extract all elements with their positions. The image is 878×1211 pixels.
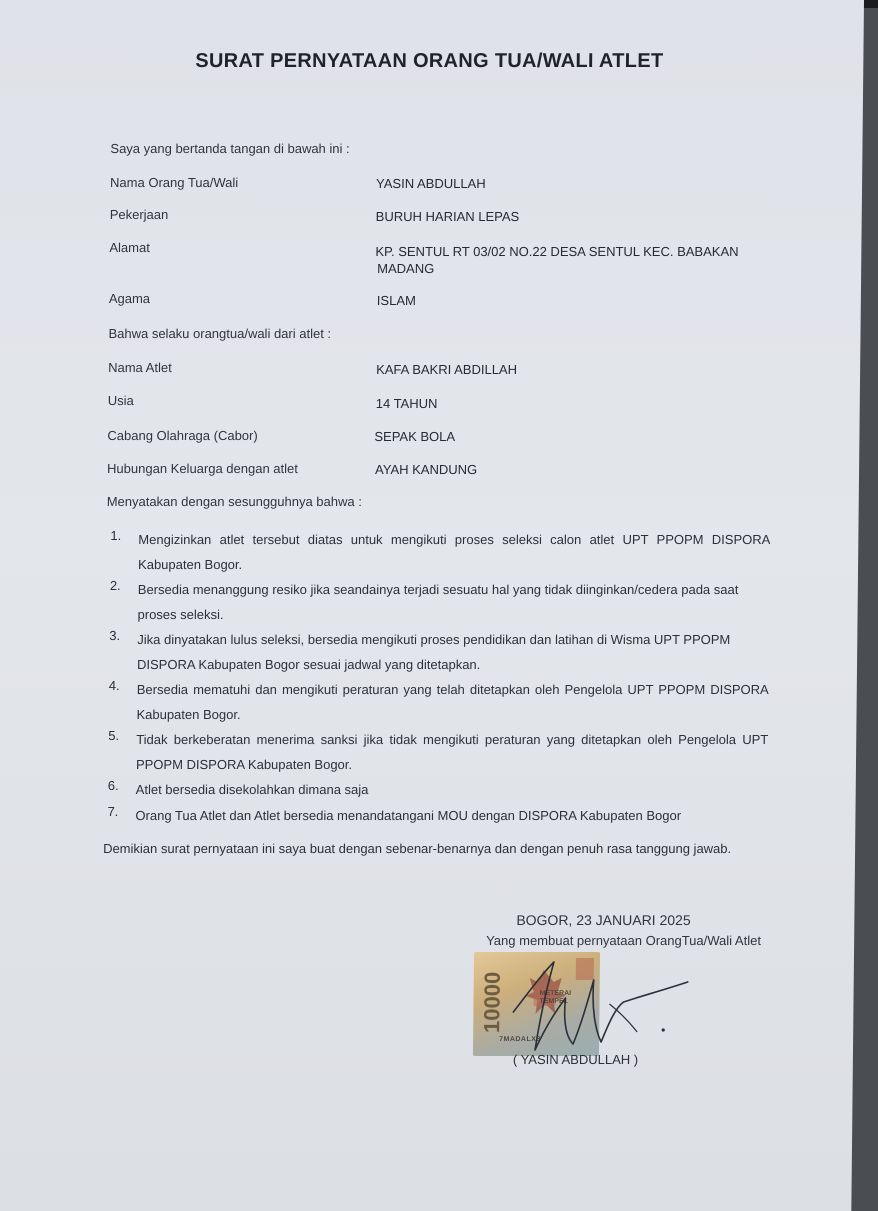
field-value-occupation: BURUH HARIAN LEPAS (375, 209, 520, 224)
list-item-text: Tidak berkeberatan menerima sanksi jika tidak mengikuti peraturan yang ditetapkan oleh Pengelola UPT PPOPM DISPORA Kabupaten Bogor. (135, 732, 769, 772)
list-item-number: 4. (108, 678, 120, 693)
signer-name: ( YASIN ABDULLAH ) (512, 1052, 639, 1067)
list-item-number: 2. (109, 578, 121, 593)
list-item (108, 778, 768, 803)
stamp-text: METERAI TEMPEL (539, 990, 572, 1005)
list-item (110, 528, 771, 577)
closing-paragraph: Demikian surat pernyataan ini saya buat dengan sebenar-benarnya dan dengan penuh rasa tanggung jawab. (103, 841, 732, 856)
list-item (107, 804, 767, 829)
list-item-number: 5. (108, 728, 120, 743)
field-value-athlete-name: KAFA BAKRI ABDILLAH (376, 362, 518, 377)
field-value-sport: SEPAK BOLA (374, 429, 456, 444)
list-item (108, 728, 769, 777)
document-title: SURAT PERNYATAAN ORANG TUA/WALI ATLET (195, 50, 664, 72)
list-item-number: 7. (107, 803, 119, 819)
field-label-age: Usia (107, 393, 134, 408)
list-item-number: 6. (107, 778, 119, 793)
field-value-address-line2: MADANG (377, 261, 435, 276)
list-item-text: Orang Tua Atlet dan Atlet bersedia menandatangani MOU dengan DISPORA Kabupaten Bogor (135, 807, 682, 823)
field-value-parent-name: YASIN ABDULLAH (375, 176, 486, 191)
list-item (109, 628, 770, 677)
list-item-text: Mengizinkan atlet tersebut diatas untuk mengikuti proses seleksi calon atlet UPT PPOPM DISPORA Kabupaten Bogor. (138, 532, 771, 572)
signer-caption: Yang membuat pernyataan OrangTua/Wali Atlet (486, 933, 762, 948)
field-value-religion: ISLAM (376, 293, 416, 308)
field-label-occupation: Pekerjaan (109, 207, 169, 222)
field-value-address: KP. SENTUL RT 03/02 NO.22 DESA SENTUL KEC. BABAKAN (375, 244, 739, 259)
stamp-value: 10000 (479, 971, 505, 1033)
field-value-relationship: AYAH KANDUNG (375, 462, 478, 477)
field-label-parent-name: Nama Orang Tua/Wali (110, 175, 239, 190)
field-label-relationship: Hubungan Keluarga dengan atlet (107, 461, 299, 476)
place-date: BOGOR, 23 JANUARI 2025 (516, 912, 691, 928)
stamp-serial: 7MADALX3 (499, 1036, 541, 1043)
field-label-religion: Agama (108, 291, 151, 306)
field-label-sport: Cabang Olahraga (Cabor) (107, 428, 258, 443)
list-item-text: Atlet bersedia disekolahkan dimana saja (135, 782, 369, 797)
list-item (109, 578, 770, 627)
field-label-address: Alamat (109, 240, 150, 255)
list-item-number: 1. (110, 528, 122, 543)
list-item-text: Bersedia menanggung resiko jika seandainya terjadi sesuatu hal yang tidak diinginkan/cedera pada saat proses seleksi. (137, 582, 739, 622)
athlete-intro-text: Bahwa selaku orangtua/wali dari atlet : (108, 326, 332, 341)
list-item (108, 678, 769, 727)
statement-intro-text: Menyatakan dengan sesungguhnya bahwa : (106, 494, 362, 509)
field-value-age: 14 TAHUN (375, 396, 438, 411)
statement-list (107, 528, 770, 828)
list-item-number: 3. (109, 628, 121, 643)
list-item-text: Bersedia mematuhi dan mengikuti peraturan yang telah ditetapkan oleh Pengelola UPT PPOPM DISPORA Kabupaten Bogor. (136, 682, 769, 722)
field-label-athlete-name: Nama Atlet (108, 360, 172, 375)
list-item-text: Jika dinyatakan lulus seleksi, bersedia mengikuti proses pendidikan dan latihan di Wisma UPT PPOPM DISPORA Kabupaten Bogor sesuai jadwal yang ditetapkan. (136, 632, 731, 672)
intro-text: Saya yang bertanda tangan di bawah ini : (110, 141, 350, 156)
